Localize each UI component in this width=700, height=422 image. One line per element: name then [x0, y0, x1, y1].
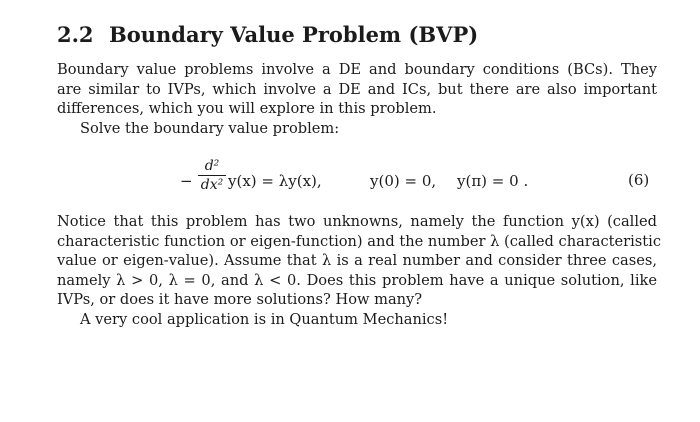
- closing-text: A very cool application is in Quantum Mechanics!: [80, 311, 449, 328]
- section-heading: [57, 22, 478, 47]
- equation-main: y(x) = λy(x),: [228, 172, 322, 190]
- boundary-condition-right: y(π) = 0 .: [457, 172, 529, 190]
- fraction-denominator: dx²: [200, 177, 224, 193]
- derivative-fraction: [198, 158, 226, 194]
- body-line: value or eigen-value). Assume that λ is a real number and consider three cases,: [57, 252, 657, 269]
- fraction-numerator: d²: [204, 158, 220, 174]
- boundary-condition-left: y(0) = 0,: [370, 172, 437, 190]
- body-paragraph: [57, 212, 661, 310]
- body-line: Notice that this problem has two unknowns, namely the function y(x) (called: [57, 213, 657, 230]
- intro-line: Boundary value problems involve a DE and boundary conditions (BCs). They: [57, 61, 657, 78]
- instruction-text: Solve the boundary value problem:: [80, 120, 340, 137]
- intro-paragraph: [57, 60, 657, 119]
- section-title: Boundary Value Problem (BVP): [109, 22, 479, 47]
- body-line: IVPs, or does it have more solutions? How many?: [57, 291, 423, 308]
- intro-line: differences, which you will explore in this problem.: [57, 100, 437, 117]
- section-number: 2.2: [57, 22, 94, 47]
- intro-line: are similar to IVPs, which involve a DE and ICs, but there are also important: [57, 80, 657, 98]
- body-line: namely λ > 0, λ = 0, and λ < 0. Does this problem have a unique solution, like: [57, 271, 657, 289]
- fraction-bar: [198, 175, 226, 176]
- equation-minus: −: [180, 172, 193, 190]
- equation-number: (6): [628, 171, 650, 189]
- body-line: characteristic function or eigen-function) and the number λ (called characteristic: [57, 232, 661, 250]
